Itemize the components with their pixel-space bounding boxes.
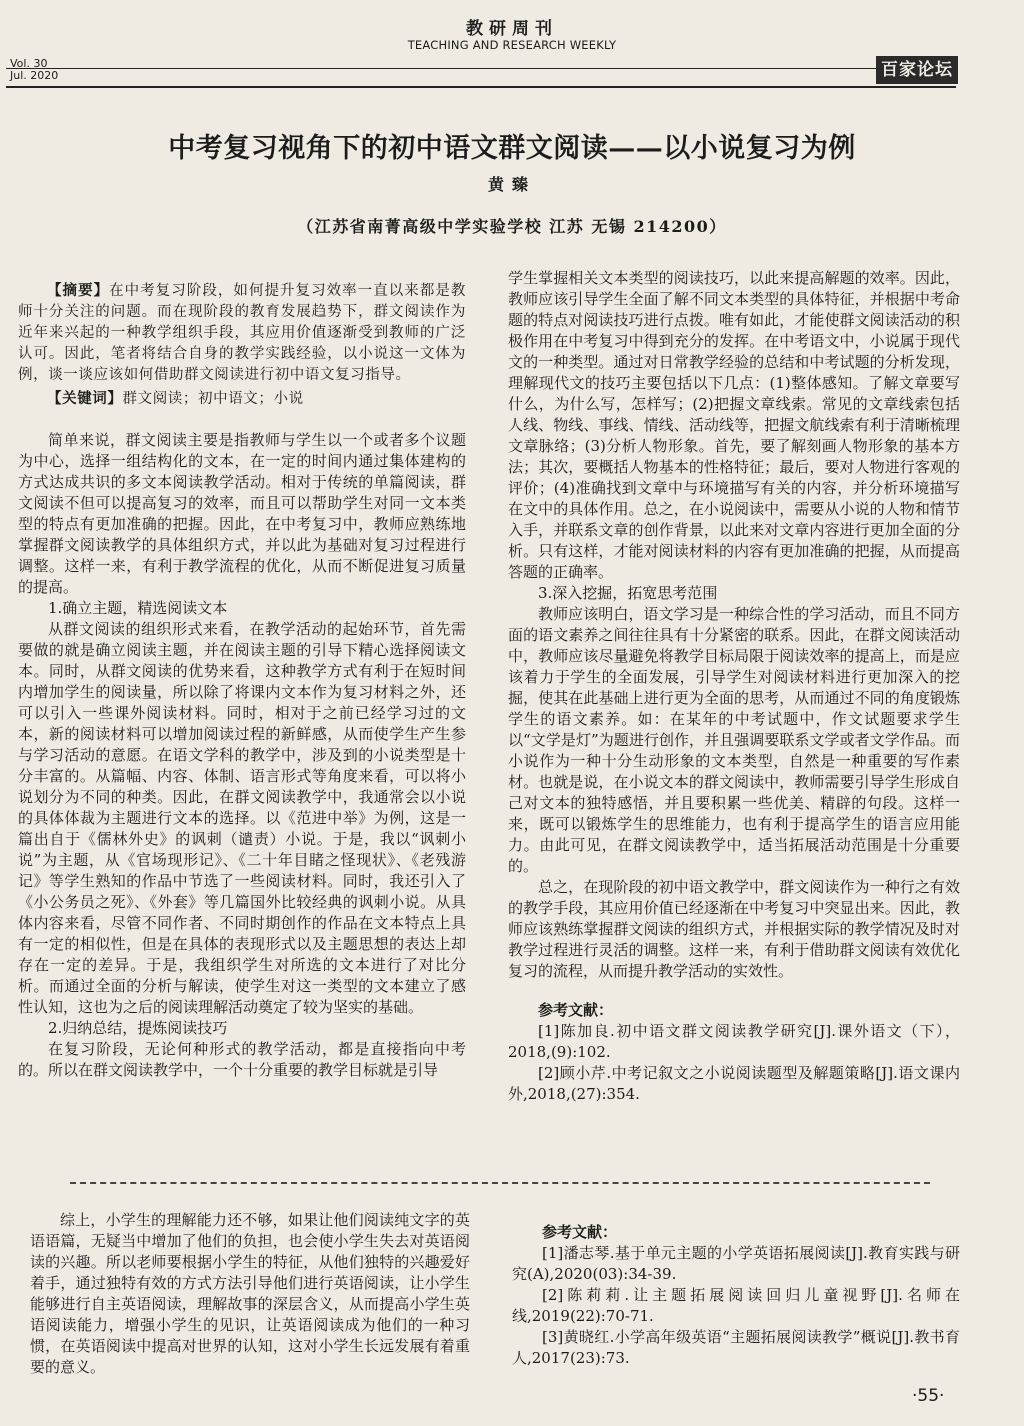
abstract-label: 【摘要】 [47, 282, 110, 299]
prev-article-references [512, 1222, 960, 1369]
journal-title-cn: 教研周刊 [466, 19, 558, 39]
prev-article-paragraph: 综上，小学生的理解能力还不够，如果让他们阅读纯文字的英语语篇，无疑当中增加了他们的负担，也会使小学生失去对英语阅读的兴趣。所以老师要根据小学生的特征，从他们独特的兴趣爱好着手，通过独特有效的方式方法引导他们进行英语阅读，让小学生能够进行自主英语阅读，理解故事的深层含义，从而提高小学生英语阅读能力，增强小学生的见识，让英语阅读成为他们的一种习惯，在英语阅读中提高对世界的认知，这对小学生长远发展有着重要的意义。 [30, 1211, 470, 1376]
issue-date: Jul. 2020 [10, 69, 59, 82]
conclusion-paragraph: 总之，在现阶段的初中语文教学中，群文阅读作为一种行之有效的教学手段，其应用价值已经逐渐在中考复习中突显出来。因此，教师应该熟练掌握群文阅读的组织方式，并根据实际的教学情况及时对教学过程进行灵活的调整。这样一来，有利于借助群文阅读有效优化复习的流程，从而提升教学活动的实效性。 [508, 878, 960, 980]
page-number: ·55· [912, 1386, 945, 1406]
keywords [18, 388, 466, 410]
abstract [18, 280, 466, 386]
journal-title-en: TEACHING AND RESEARCH WEEKLY [407, 38, 617, 52]
section-2-paragraph: 在复习阶段，无论何种形式的教学活动，都是直接指向中考的。所以在群文阅读教学中，一个十分重要的教学目标就是引导 [18, 1040, 466, 1079]
section-1-paragraph: 从群文阅读的组织形式来看，在教学活动的起始环节，首先需要做的就是确立阅读主题，并在阅读主题的引导下精心选择阅读文本。同时，从群文阅读的优势来看，这种教学方式有利于在短时间内增加学生的阅读量，所以除了将课内文本作为复习材料之外，还可以引入一些课外阅读材料。同时，相对于之前已经学习过的文本，新的阅读材料可以增加阅读过程的新鲜感，从而使学生产生参与学习活动的意愿。在语文学科的教学中，涉及到的小说类型是十分丰富的。从篇幅、内容、体制、语言形式等角度来看，可以将小说划分为不同的种类。因此，在群文阅读教学中，我通常会以小说的具体体裁为主题进行文本的选择。以《范进中举》为例，这是一篇出自于《儒林外史》的讽刺（谴责）小说。于是，我以“讽刺小说”为主题，从《官场现形记》、《二十年目睹之怪现状》、《老残游记》等学生熟知的作品中节选了一些阅读材料。同时，我还引入了《小公务员之死》、《外套》等几篇国外比较经典的讽刺小说。从具体内容来看，尽管不同作者、不同时期创作的作品在文本特点上具有一定的相似性，但是在具体的表现形式以及主题思想的表达上却存在一定的差异。于是，我组织学生对所选的文本进行了对比分析。而通过全面的分析与解读，使学生对这一类型的文本建立了感性认知，这也为之后的阅读理解活动奠定了较为坚实的基础。 [18, 620, 466, 1016]
reference-item: [2]顾小芹.中考记叙文之小说阅读题型及解题策略[J].语文课内外,2018,(27):354. [508, 1064, 960, 1103]
reference-item: [2]陈莉莉.让主题拓展阅读回归儿童视野[J].名师在线,2019(22):70-71. [512, 1286, 960, 1325]
prev-article-text [30, 1210, 470, 1378]
right-column [508, 268, 960, 1105]
reference-item: [3]黄晓红.小学高年级英语“主题拓展阅读教学”概说[J].教书育人,2017(23):73. [512, 1328, 960, 1367]
prev-references-heading: 参考文献： [542, 1223, 618, 1241]
section-3-paragraph: 教师应该明白，语文学习是一种综合性的学习活动，而且不同方面的语文素养之间往往具有十分紧密的联系。因此，在群文阅读活动中，教师应该尽量避免将教学目标局限于阅读效率的提高上，而是应该着力于学生的全面发展，引导学生对阅读材料进行更加深入的挖掘，使其在此基础上进行更为全面的思考，从而通过不同的角度锻炼学生的语文素养。如：在某年的中考试题中，作文试题要求学生以“文学是灯”为题进行创作，并且强调要联系文学或者文学作品。而小说作为一种十分生动形象的文本类型，自然是一种重要的写作素材。也就是说，在小说文本的群文阅读中，教师需要引导学生形成自己对文本的独特感悟，并且要积累一些优美、精辟的句段。这样一来，既可以锻炼学生的思维能力，也有利于提高学生的语言应用能力。由此可见，在群文阅读教学中，适当拓展活动范围是十分重要的。 [508, 605, 960, 875]
reference-item: [1]陈加良.初中语文群文阅读教学研究[J].课外语文（下），2018,(9):102. [508, 1022, 960, 1061]
left-column [18, 280, 466, 1081]
article-separator [70, 1182, 930, 1184]
keywords-text: 群文阅读；初中语文；小说 [122, 391, 304, 407]
article-author: 黄臻 [487, 175, 536, 194]
section-2-heading: 2.归纳总结，提炼阅读技巧 [48, 1019, 228, 1037]
author-affiliation: （江苏省南菁高级中学实验学校 江苏 无锡 214200） [297, 217, 727, 236]
column-badge: 百家论坛 [876, 56, 958, 84]
volume-number: Vol. 30 [10, 57, 48, 70]
volume-info [10, 58, 58, 82]
references-heading: 参考文献： [538, 1001, 614, 1019]
section-1-heading: 1.确立主题，精选阅读文本 [48, 599, 228, 617]
section-2-paragraph-cont: 学生掌握相关文本类型的阅读技巧，以此来提高解题的效率。因此，教师应该引导学生全面了解不同文本类型的具体特征，并根据中考命题的特点对阅读技巧进行点拨。唯有如此，才能使群文阅读活动的积极作用在中考复习中得到充分的发挥。在中考语文中，小说属于现代文的一种类型。通过对日常教学经验的总结和中考试题的分析发现，理解现代文的技巧主要包括以下几点：(1)整体感知。了解文章要写什么，为什么写，怎样写；(2)把握文章线索。常见的文章线索包括人线、物线、事线、情线、活动线等，把握文航线索有利于清晰梳理文章脉络；(3)分析人物形象。首先，要了解刻画人物形象的基本方法；其次，要概括人物基本的性格特征；最后，要对人物进行客观的评价；(4)准确找到文章中与环境描写有关的内容，并分析环境描写在文中的具体作用。总之，在小说阅读中，需要从小说的人物和情节入手，并联系文章的创作背景，以此来对文章内容进行更加全面的分析。只有这样，才能对阅读材料的内容有更加准确的把握，从而提高答题的正确率。 [508, 269, 960, 581]
keywords-label: 【关键词】 [47, 390, 123, 407]
reference-item: [1]潘志琴.基于单元主题的小学英语拓展阅读[J].教育实践与研究(A),2020(03):34-39. [512, 1244, 960, 1283]
header-rule-thick [6, 86, 956, 88]
section-3-heading: 3.深入挖掘，拓宽思考范围 [538, 584, 718, 602]
abstract-text: 在中考复习阶段，如何提升复习效率一直以来都是教师十分关注的问题。而在现阶段的教育发展趋势下，群文阅读作为近年来兴起的一种教学组织手段，其应用价值逐渐受到教师的广泛认可。因此，笔者将结合自身的教学实践经验，以小说这一文体为例，谈一谈应该如何借助群文阅读进行初中语文复习指导。 [18, 283, 466, 383]
article-title: 中考复习视角下的初中语文群文阅读——以小说复习为例 [168, 133, 856, 164]
header-rule [6, 68, 876, 69]
intro-paragraph: 简单来说，群文阅读主要是指教师与学生以一个或者多个议题为中心，选择一组结构化的文本，在一定的时间内通过集体建构的方式达成共识的多文本阅读教学活动。相对于传统的单篇阅读，群文阅读不但可以提高复习的效率，而且可以帮助学生对同一文本类型的特点有更加准确的把握。因此，在中考复习中，教师应熟练地掌握群文阅读教学的具体组织方式，并以此为基础对复习过程进行调整。这样一来，有利于教学流程的优化，从而不断促进复习质量的提高。 [18, 431, 466, 596]
